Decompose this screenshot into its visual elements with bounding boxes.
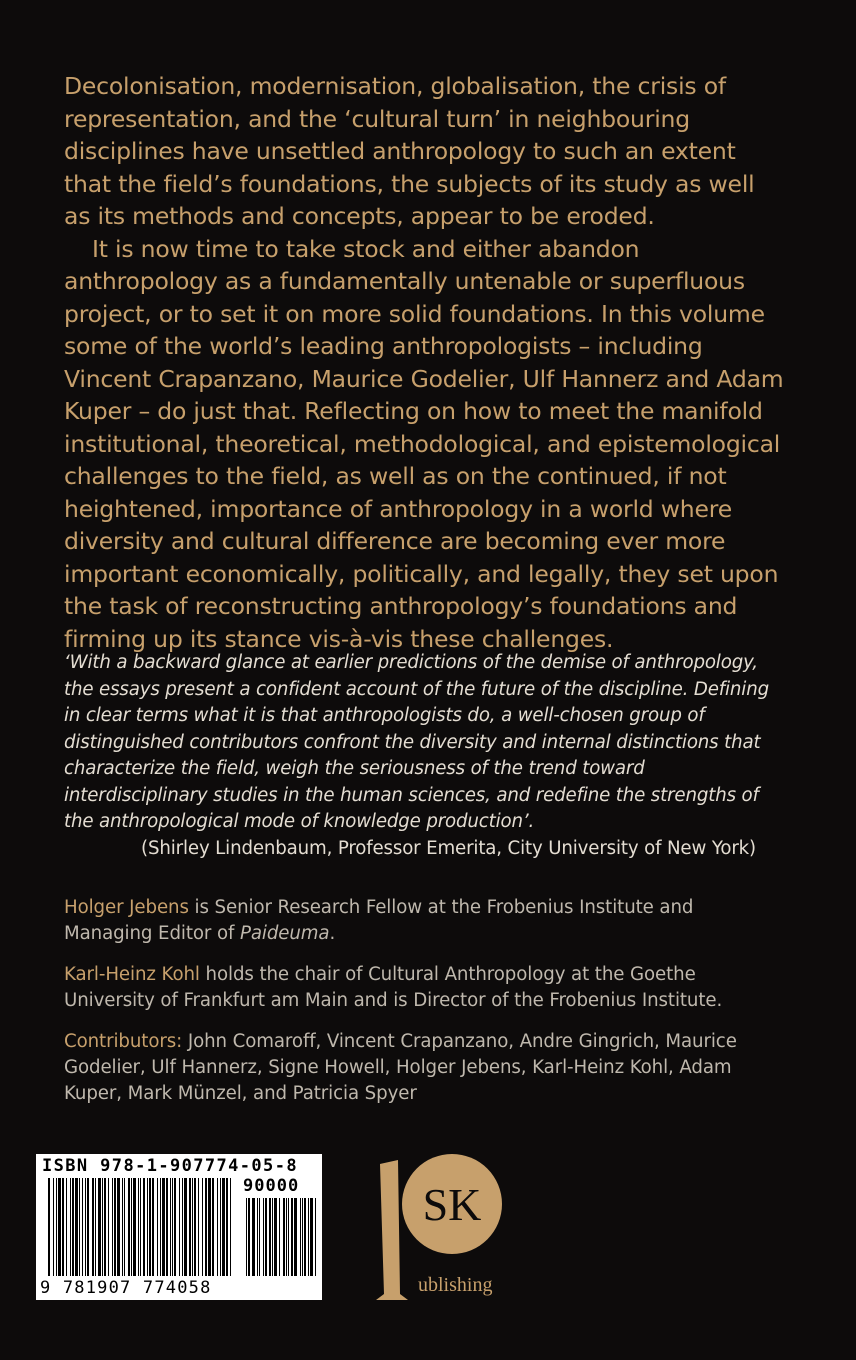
- barcode-bar: [304, 1198, 306, 1276]
- barcode-bar: [274, 1198, 277, 1276]
- barcode-bar: [172, 1178, 173, 1276]
- isbn-barcode: [36, 1154, 322, 1300]
- barcode-bar: [308, 1198, 309, 1276]
- barcode-bar: [128, 1178, 130, 1276]
- review-quote: [64, 650, 784, 862]
- barcode-bar: [208, 1178, 211, 1276]
- barcode-bar: [174, 1178, 176, 1276]
- barcode-bar: [294, 1198, 297, 1276]
- blurb-paragraph-2: It is now time to take stock and either abandon anthropology as a fundamentally untenable or superfluous project, or to set it on more solid foundations. In this volume some of the world’s leading anthropologists – including Vincent Crapanzano, Maurice Godelier, Ulf Hannerz and Adam Kuper – do just that. Reflecting on how to meet the manifold institutional, theoretical, methodological, and epistemological challenges to the field, as well as on the continued, if not heightened, importance of anthropology in a world where diversity and cultural difference are becoming ever more important economically, politically, and legally, they set upon the task of reconstructing anthropology’s foundations and firming up its stance vis-à-vis these challenges.: [64, 234, 784, 653]
- barcode-bar: [104, 1178, 106, 1276]
- review-quote-text: ‘With a backward glance at earlier predictions of the demise of anthropology, the essays present a confident account of the future of the discipline. Defining in clear terms what it is that anthropologists do, a well-chosen group of distinguished contributors confront the diversity and internal distinctions that characterize the field, weigh the seriousness of the trend toward interdisciplinary studies in the human sciences, and redefine the strengths of the anthropological mode of knowledge production’.: [64, 652, 769, 832]
- editor-name: Holger Jebens: [64, 897, 189, 918]
- barcode-bar: [272, 1198, 273, 1276]
- barcode-bar: [147, 1178, 148, 1276]
- barcode-bar: [230, 1178, 231, 1276]
- barcode-bar: [265, 1198, 267, 1276]
- barcode-bar: [192, 1178, 193, 1276]
- price-code: 90000: [243, 1176, 300, 1196]
- barcode-bar: [222, 1178, 225, 1276]
- editor-name: Karl-Heinz Kohl: [64, 964, 200, 985]
- barcode-bar: [131, 1178, 132, 1276]
- barcode-bar: [263, 1198, 264, 1276]
- barcode-bar: [70, 1178, 71, 1276]
- barcode-bar: [302, 1198, 303, 1276]
- barcode-bar: [162, 1178, 165, 1276]
- isbn-number: ISBN 978-1-907774-05-8: [42, 1156, 298, 1176]
- barcode-bar: [143, 1178, 145, 1276]
- barcode-bar: [124, 1178, 125, 1276]
- barcode-bar: [189, 1178, 191, 1276]
- barcode-bar: [66, 1178, 67, 1276]
- barcode-bar: [72, 1178, 74, 1276]
- barcode-bar: [112, 1178, 113, 1276]
- barcode-bar: [300, 1198, 301, 1276]
- logo-p-stem: [376, 1160, 408, 1300]
- barcode-bar: [288, 1198, 289, 1276]
- barcode-bar: [179, 1178, 180, 1276]
- barcode-bar: [291, 1198, 293, 1276]
- barcode-bar: [198, 1178, 199, 1276]
- barcode-bar: [157, 1178, 158, 1276]
- editor-bio-end: .: [329, 923, 336, 944]
- barcode-bar: [152, 1178, 154, 1276]
- barcode-bar: [194, 1178, 196, 1276]
- barcode-bar: [98, 1178, 101, 1276]
- barcode-bar: [202, 1178, 203, 1276]
- barcode-bar: [212, 1178, 214, 1276]
- barcode-bar: [48, 1178, 50, 1276]
- barcode-bar: [279, 1198, 280, 1276]
- barcode-bar: [160, 1178, 161, 1276]
- barcode-bar: [114, 1178, 116, 1276]
- barcode-bar: [170, 1178, 171, 1276]
- barcode-bar: [56, 1178, 57, 1276]
- barcode-bar: [87, 1178, 89, 1276]
- barcode-bar: [58, 1178, 61, 1276]
- barcode-bar: [310, 1198, 313, 1276]
- barcode-bar: [95, 1178, 96, 1276]
- barcode-bar: [182, 1178, 183, 1276]
- barcode-bar: [315, 1198, 316, 1276]
- publisher-wordmark: ublishing: [418, 1274, 493, 1296]
- editor-bio-jebens: [64, 895, 784, 947]
- editor-bio-text: holds the chair of Cultural Anthropology at the Goethe University of Frankfurt am Main and is Director of the Frobenius Institute.: [64, 964, 723, 1011]
- barcode-bar: [259, 1198, 260, 1276]
- barcode-bar: [108, 1178, 109, 1276]
- barcode-bar: [248, 1198, 250, 1276]
- barcode-bar: [269, 1198, 271, 1276]
- barcode-bar: [53, 1178, 54, 1276]
- barcode-bar: [122, 1178, 123, 1276]
- barcode-bar: [257, 1198, 258, 1276]
- blurb-text: [64, 70, 784, 655]
- ean-digits: 9 781907 774058: [40, 1278, 212, 1298]
- barcode-bar: [75, 1178, 78, 1276]
- barcode-bar: [217, 1178, 218, 1276]
- barcode-bar: [283, 1198, 285, 1276]
- barcode-bar: [92, 1178, 94, 1276]
- review-attribution: (Shirley Lindenbaum, Professor Emerita, City University of New York): [141, 837, 756, 859]
- contributors-label: Contributors:: [64, 1031, 183, 1052]
- barcode-bar: [220, 1178, 221, 1276]
- barcode-bar: [166, 1178, 168, 1276]
- barcode-bar: [205, 1178, 207, 1276]
- barcode-bar: [252, 1198, 255, 1276]
- blurb-paragraph-1: Decolonisation, modernisation, globalisation, the crisis of representation, and the ‘cultural turn’ in neighbouring disciplines have unsettled anthropology to such an extent that the field’s foundations, the subjects of its study as well as its methods and concepts, appear to be eroded.: [64, 72, 755, 230]
- editor-bio-text: is Senior Research Fellow at the Frobenius Institute and Managing Editor of: [64, 897, 694, 944]
- barcode-bar: [149, 1178, 151, 1276]
- journal-title: Paideuma: [239, 923, 330, 944]
- barcode-bar: [226, 1178, 228, 1276]
- barcode-bar: [246, 1198, 247, 1276]
- barcode-bar: [117, 1178, 120, 1276]
- barcode-bar: [79, 1178, 80, 1276]
- editor-bio-kohl: [64, 962, 784, 1014]
- barcode-bar: [138, 1178, 139, 1276]
- barcode-bar: [102, 1178, 103, 1276]
- barcode-bar: [62, 1178, 64, 1276]
- barcode-bar: [140, 1178, 141, 1276]
- barcode-bar: [82, 1178, 83, 1276]
- barcode-bar: [85, 1178, 86, 1276]
- barcode-bar: [133, 1178, 136, 1276]
- barcode-bar: [286, 1198, 287, 1276]
- logo-sk-letters: SK: [422, 1179, 482, 1230]
- barcode-bar: [184, 1178, 187, 1276]
- contributors-names: John Comaroff, Vincent Crapanzano, Andre Gingrich, Maurice Godelier, Ulf Hannerz, Signe Howell, Holger Jebens, Karl-Heinz Kohl, Adam Kuper, Mark Münzel, and Patricia Spyer: [64, 1031, 737, 1104]
- contributors-list: [64, 1029, 784, 1107]
